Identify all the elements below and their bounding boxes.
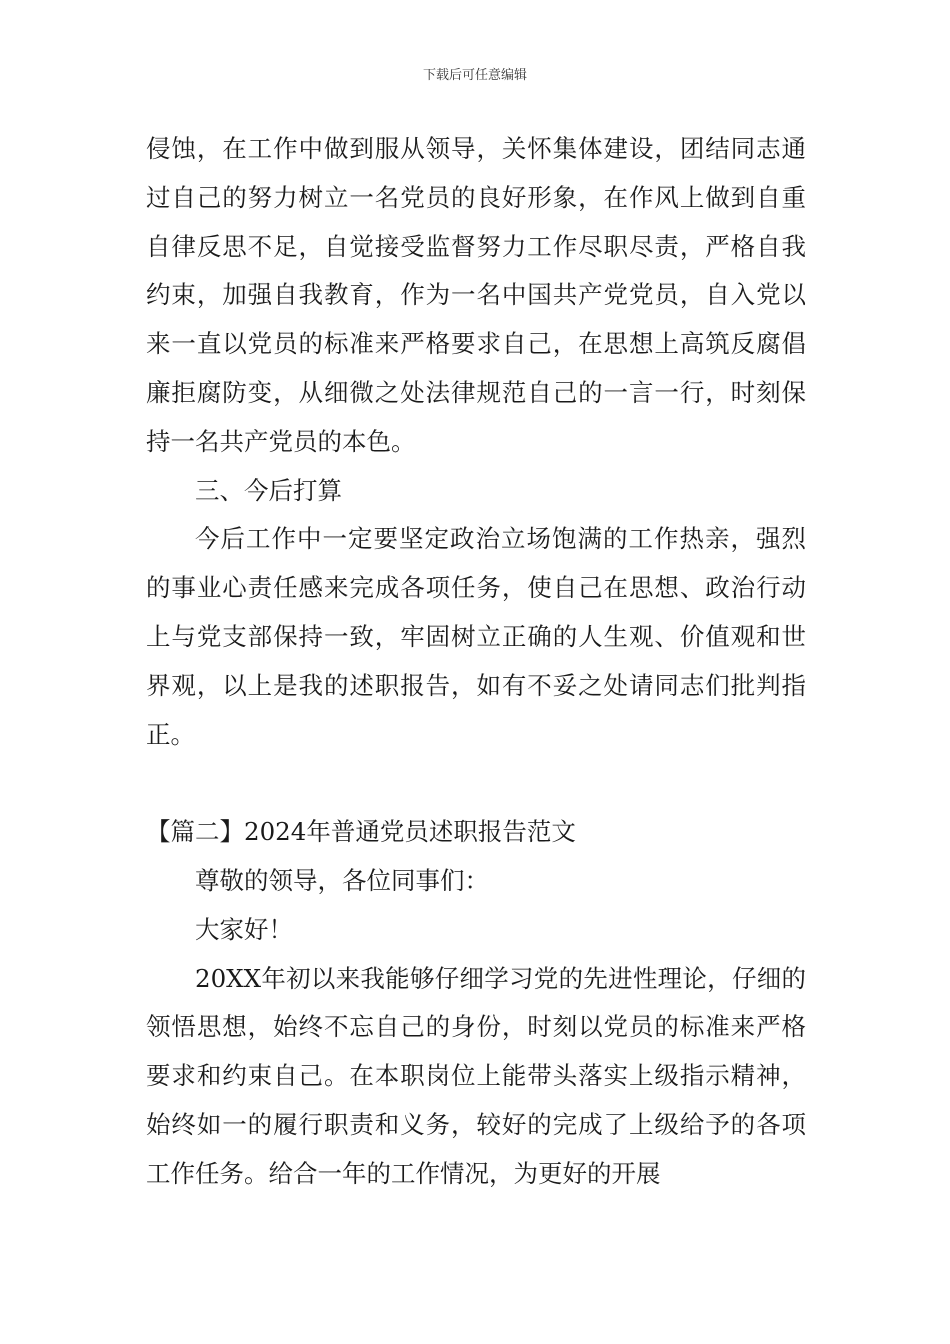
- greeting: 大家好！: [195, 914, 293, 944]
- paragraph-annual-summary: 20XX年初以来我能够仔细学习党的先进性理论，仔细的领悟思想，始终不忘自己的身份，时刻以党员的标准来严格要求和约束自己。在本职岗位上能带头落实上级指示精神，始终如一的履行职责和义务，较好的完成了上级给予的各项工作任务。给合一年的工作情况，为更好的开展: [146, 963, 806, 1188]
- salutation: 尊敬的领导，各位同事们：: [195, 865, 489, 895]
- heading-future-plans: 三、今后打算: [195, 475, 342, 505]
- paragraph-future-plans: 今后工作中一定要坚定政治立场饱满的工作热亲，强烈的事业心责任感来完成各项任务，使自己在思想、政治行动上与党支部保持一致，牢固树立正确的人生观、价值观和世界观，以上是我的述职报告，如有不妥之处请同志们批判指正。: [146, 524, 806, 749]
- section-two-title: 【篇二】2024年普通党员述职报告范文: [146, 817, 576, 847]
- page-header: 下载后可任意编辑: [422, 68, 527, 83]
- document-body: [146, 125, 806, 1199]
- blank-line: [146, 759, 806, 808]
- paragraph-integrity: 侵蚀，在工作中做到服从领导，关怀集体建设，团结同志通过自己的努力树立一名党员的良好形象，在作风上做到自重自律反思不足，自觉接受监督努力工作尽职尽责，严格自我约束，加强自我教育，作为一名中国共产党党员，自入党以来一直以党员的标准来严格要求自己，在思想上高筑反腐倡廉拒腐防变，从细微之处法律规范自己的一言一行，时刻保持一名共产党员的本色。: [146, 134, 806, 456]
